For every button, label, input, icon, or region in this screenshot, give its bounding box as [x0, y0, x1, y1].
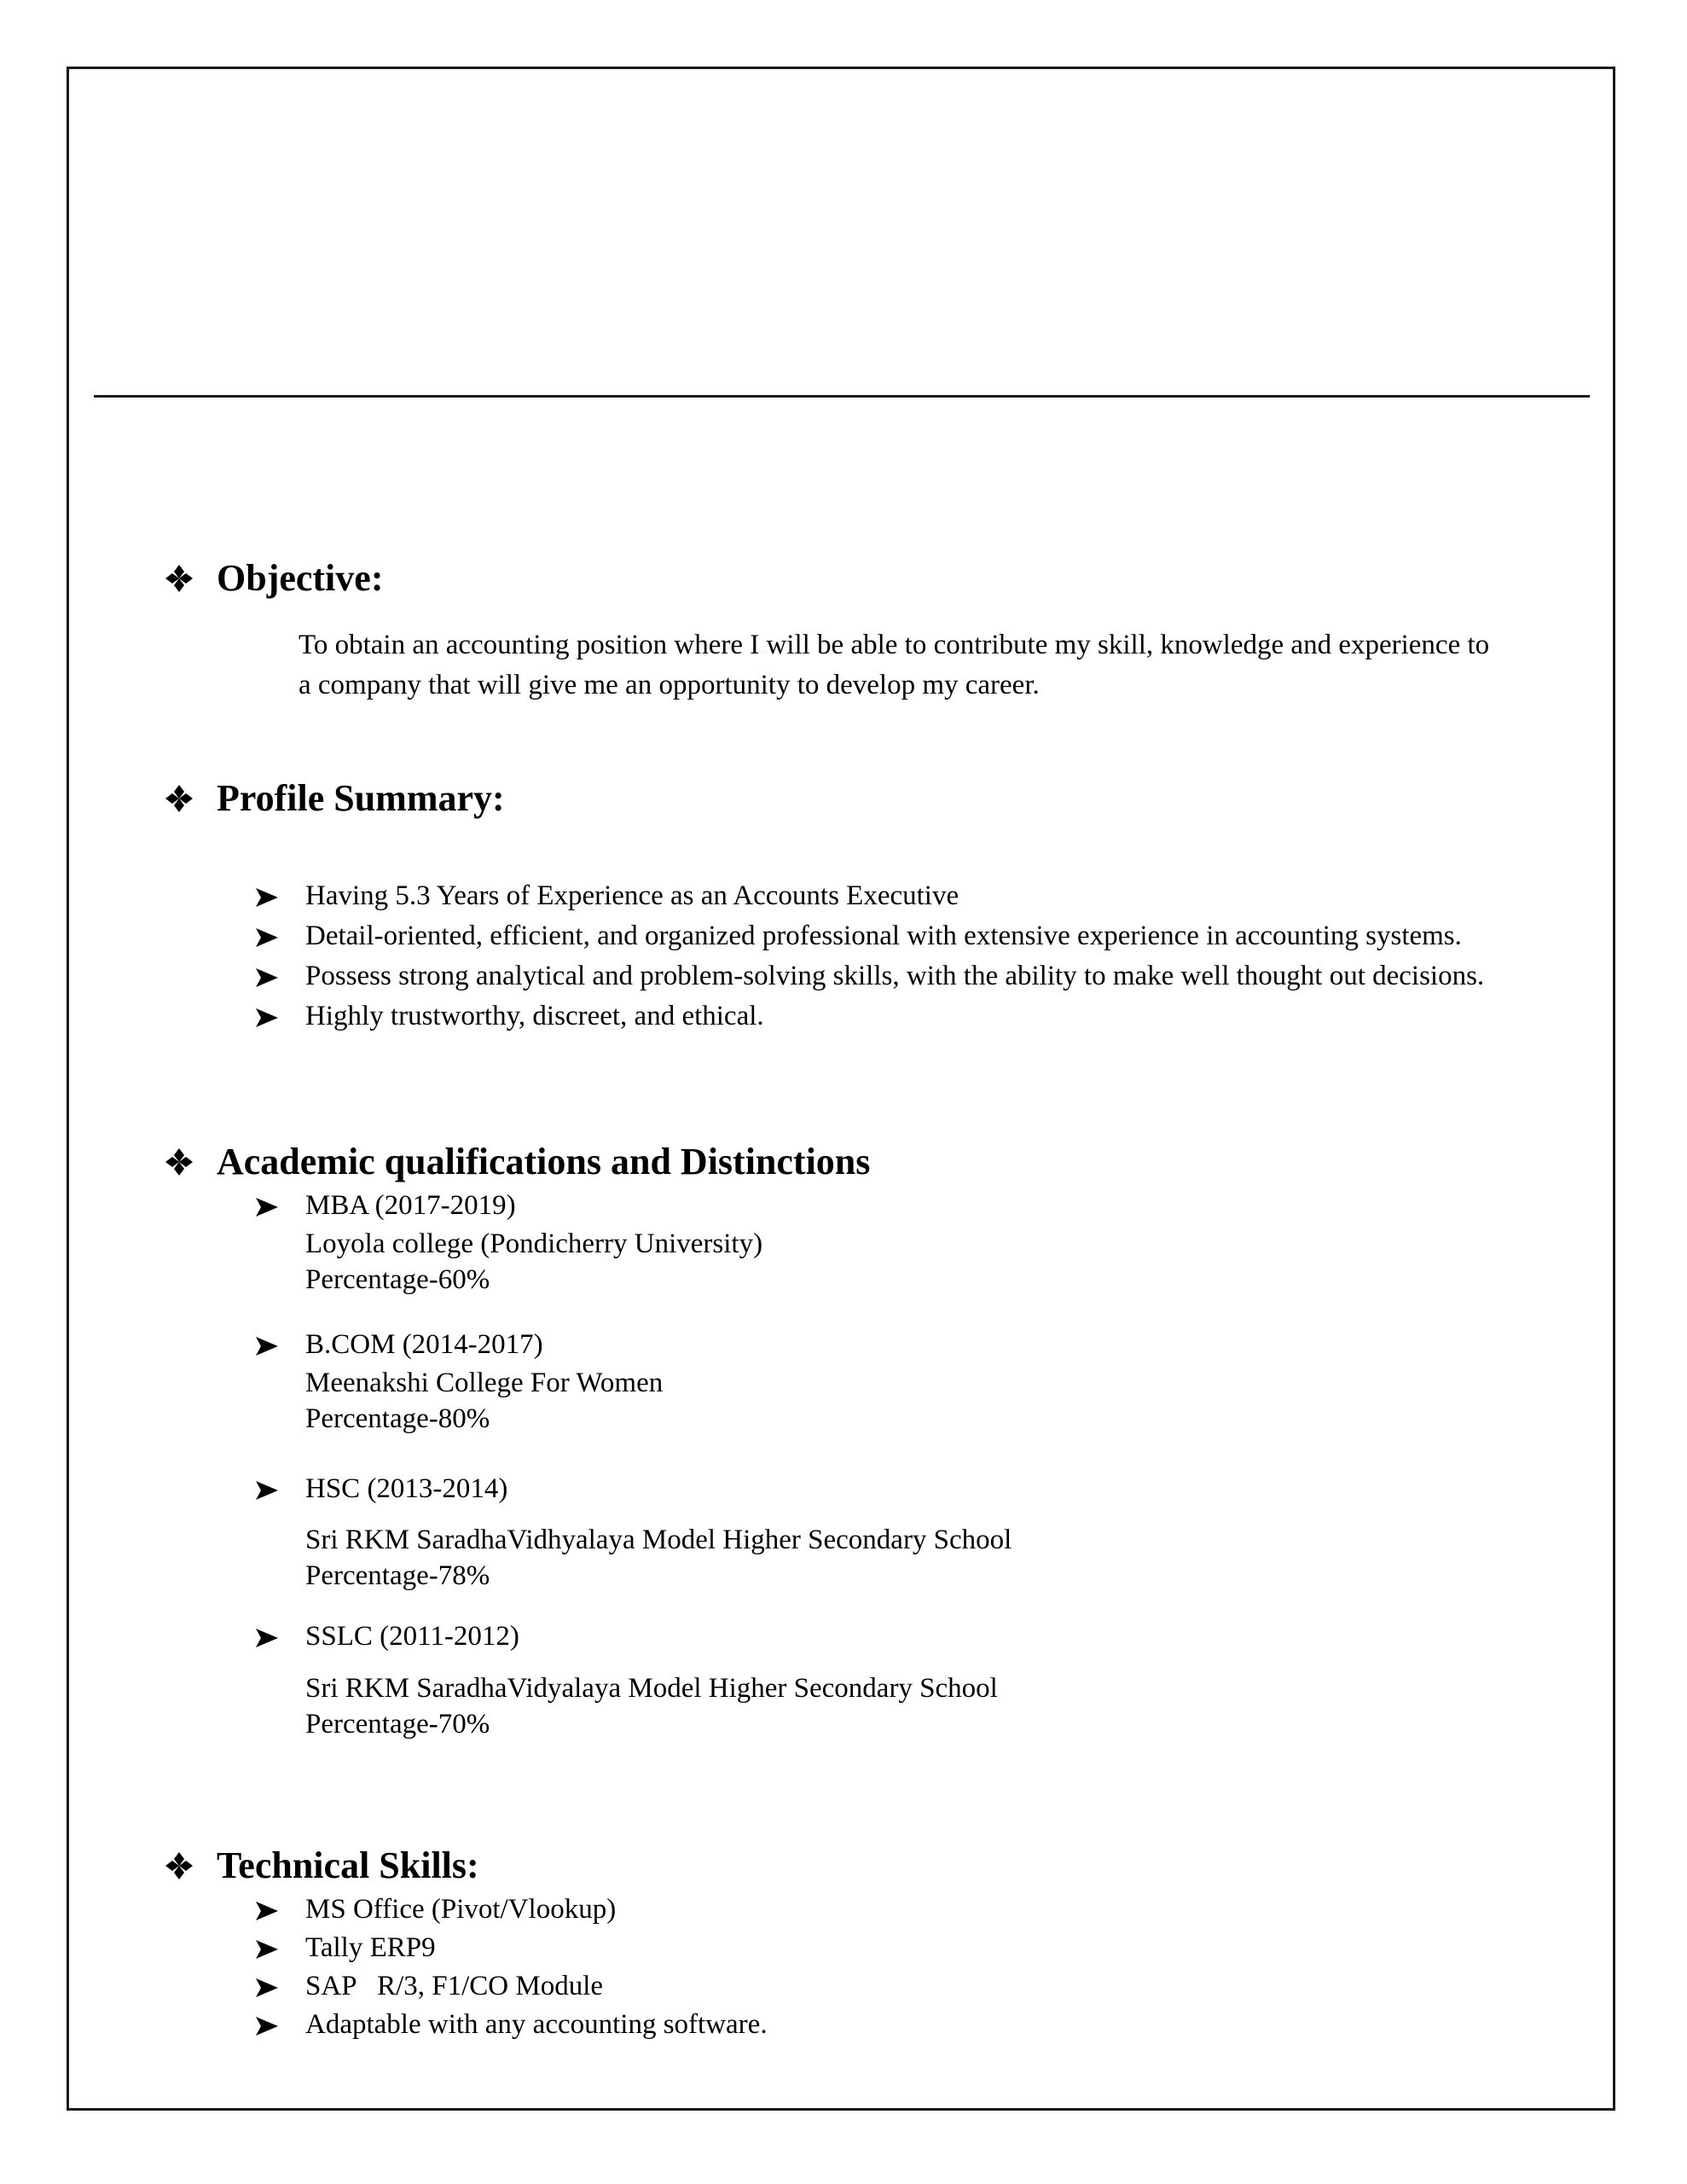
profile-summary-item: Possess strong analytical and problem-solving skills, with the ability to make well thought out decisions.: [305, 961, 1485, 991]
arrowhead-icon: [256, 2005, 280, 2045]
arrowhead-icon: [256, 1325, 280, 1365]
academic-title: MBA (2017-2019): [305, 1190, 516, 1221]
objective-line-2: a company that will give me an opportunity to develop my career.: [299, 670, 1040, 700]
diamond-cluster-icon: [162, 781, 196, 816]
profile-summary-heading-text: Profile Summary:: [217, 777, 505, 819]
academic-score: Percentage-70%: [305, 1709, 490, 1740]
list-item: [256, 996, 764, 1037]
profile-summary-item: Highly trustworthy, discreet, and ethical.: [305, 1001, 764, 1031]
academic-entry: [256, 1617, 519, 1657]
technical-skill-item: Adaptable with any accounting software.: [305, 2009, 768, 2040]
academic-entry: [256, 1325, 543, 1365]
list-item: [256, 1928, 436, 1968]
arrowhead-icon: [256, 1890, 280, 1930]
header-divider: [94, 395, 1590, 398]
academic-score: Percentage-60%: [305, 1264, 490, 1295]
list-item: [256, 876, 959, 916]
academic-score: Percentage-80%: [305, 1403, 490, 1434]
academic-institution: Sri RKM SaradhaVidyalaya Model Higher Secondary School: [305, 1673, 998, 1704]
academics-heading: [162, 1143, 870, 1181]
objective-line-1: To obtain an accounting position where I will be able to contribute my skill, knowledge and experience to: [299, 630, 1490, 660]
arrowhead-icon: [256, 1186, 280, 1226]
arrowhead-icon: [256, 1966, 280, 2007]
list-item: [256, 1890, 616, 1930]
technical-skill-item: MS Office (Pivot/Vlookup): [305, 1894, 617, 1925]
profile-summary-item: Having 5.3 Years of Experience as an Accounts Executive: [305, 880, 959, 911]
academic-title: B.COM (2014-2017): [305, 1329, 543, 1360]
academic-title: SSLC (2011-2012): [305, 1621, 519, 1652]
objective-heading: [162, 557, 384, 599]
arrowhead-icon: [256, 996, 280, 1037]
academic-title: HSC (2013-2014): [305, 1473, 508, 1504]
academic-institution: Meenakshi College For Women: [305, 1368, 664, 1398]
arrowhead-icon: [256, 956, 280, 996]
list-item: [256, 956, 1484, 996]
technical-skills-heading: [162, 1844, 479, 1886]
list-item: [256, 2005, 768, 2045]
diamond-cluster-icon: [162, 1849, 196, 1883]
arrowhead-icon: [256, 876, 280, 916]
academic-entry: [256, 1186, 516, 1226]
list-item: [256, 916, 1462, 956]
technical-skills-heading-text: Technical Skills:: [217, 1844, 479, 1886]
technical-skill-item: Tally ERP9: [305, 1932, 436, 1963]
arrowhead-icon: [256, 1617, 280, 1657]
arrowhead-icon: [256, 1928, 280, 1968]
arrowhead-icon: [256, 1469, 280, 1509]
academic-institution: Sri RKM SaradhaVidhyalaya Model Higher Secondary School: [305, 1525, 1012, 1555]
objective-heading-text: Objective:: [217, 557, 384, 599]
academic-institution: Loyola college (Pondicherry University): [305, 1228, 763, 1259]
profile-summary-item: Detail-oriented, efficient, and organized professional with extensive experience in accounting systems.: [305, 921, 1462, 951]
academics-heading-text: Academic qualifications and Distinctions: [217, 1141, 871, 1182]
diamond-cluster-icon: [162, 561, 196, 595]
academic-entry: [256, 1469, 507, 1509]
page-border: [67, 67, 1615, 2111]
diamond-cluster-icon: [162, 1145, 196, 1179]
arrowhead-icon: [256, 916, 280, 956]
list-item: [256, 1966, 603, 2007]
technical-skill-item: SAP R/3, F1/CO Module: [305, 1971, 604, 2001]
profile-summary-heading: [162, 777, 505, 819]
academic-score: Percentage-78%: [305, 1560, 490, 1591]
